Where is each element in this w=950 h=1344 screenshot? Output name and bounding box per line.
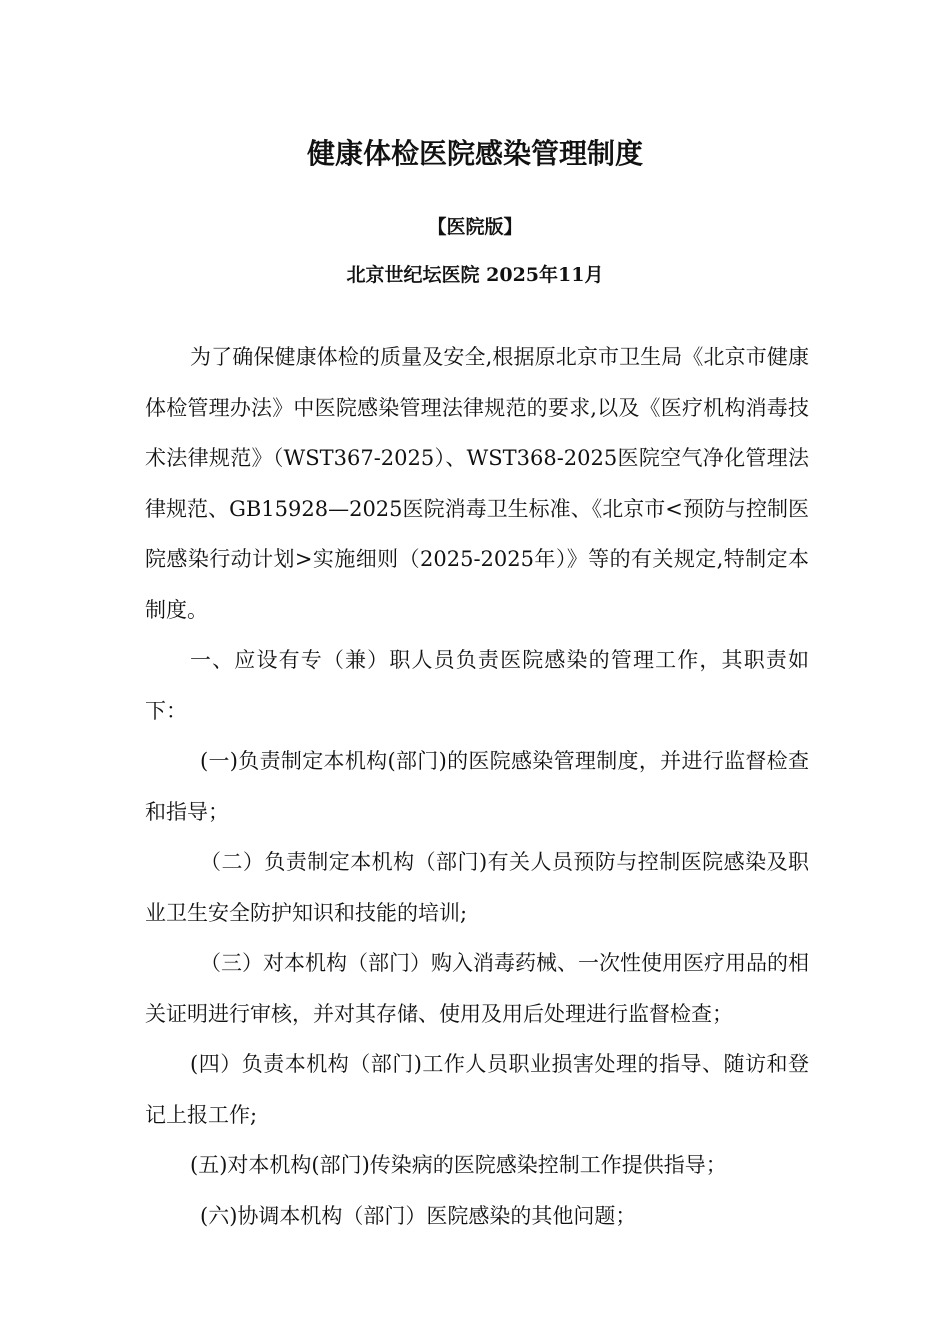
duty-item-3: （三）对本机构（部门）购入消毒药械、一次性使用医疗用品的相关证明进行审核，并对其存储、使用及用后处理进行监督检查；	[145, 951, 809, 1026]
document-issuer-date: 北京世纪坛医院 2025年11月	[346, 264, 604, 286]
duty-item-2: （二）负责制定本机构（部门)有关人员预防与控制医院感染及职业卫生安全防护知识和技能的培训;	[145, 850, 809, 925]
section-one-heading: 一、应设有专（兼）职人员负责医院感染的管理工作，其职责如下：	[145, 648, 809, 723]
duty-item-6: (六)协调本机构（部门）医院感染的其他问题；	[200, 1203, 637, 1228]
document-body	[145, 332, 809, 1241]
duty-item-1: (一)负责制定本机构(部门)的医院感染管理制度，并进行监督检查和指导；	[145, 749, 809, 824]
document-title: 健康体检医院感染管理制度	[306, 137, 643, 170]
duty-item-4: (四）负责本机构（部门)工作人员职业损害处理的指导、随访和登记上报工作;	[145, 1052, 809, 1127]
intro-paragraph: 为了确保健康体检的质量及安全,根据原北京市卫生局《北京市健康体检管理办法》中医院感染管理法律规范的要求,以及《医疗机构消毒技术法律规范》（WST367-2025）、WST368-2025医院空气净化管理法律规范、GB15928—2025医院消毒卫生标准、《北京市<预防与控制医院感染行动计划>实施细则（2025-2025年）》等的有关规定,特制定本制度。	[145, 345, 809, 622]
document-edition: 【医院版】	[427, 216, 523, 238]
duty-item-5: (五)对本机构(部门)传染病的医院感染控制工作提供指导；	[190, 1153, 727, 1177]
